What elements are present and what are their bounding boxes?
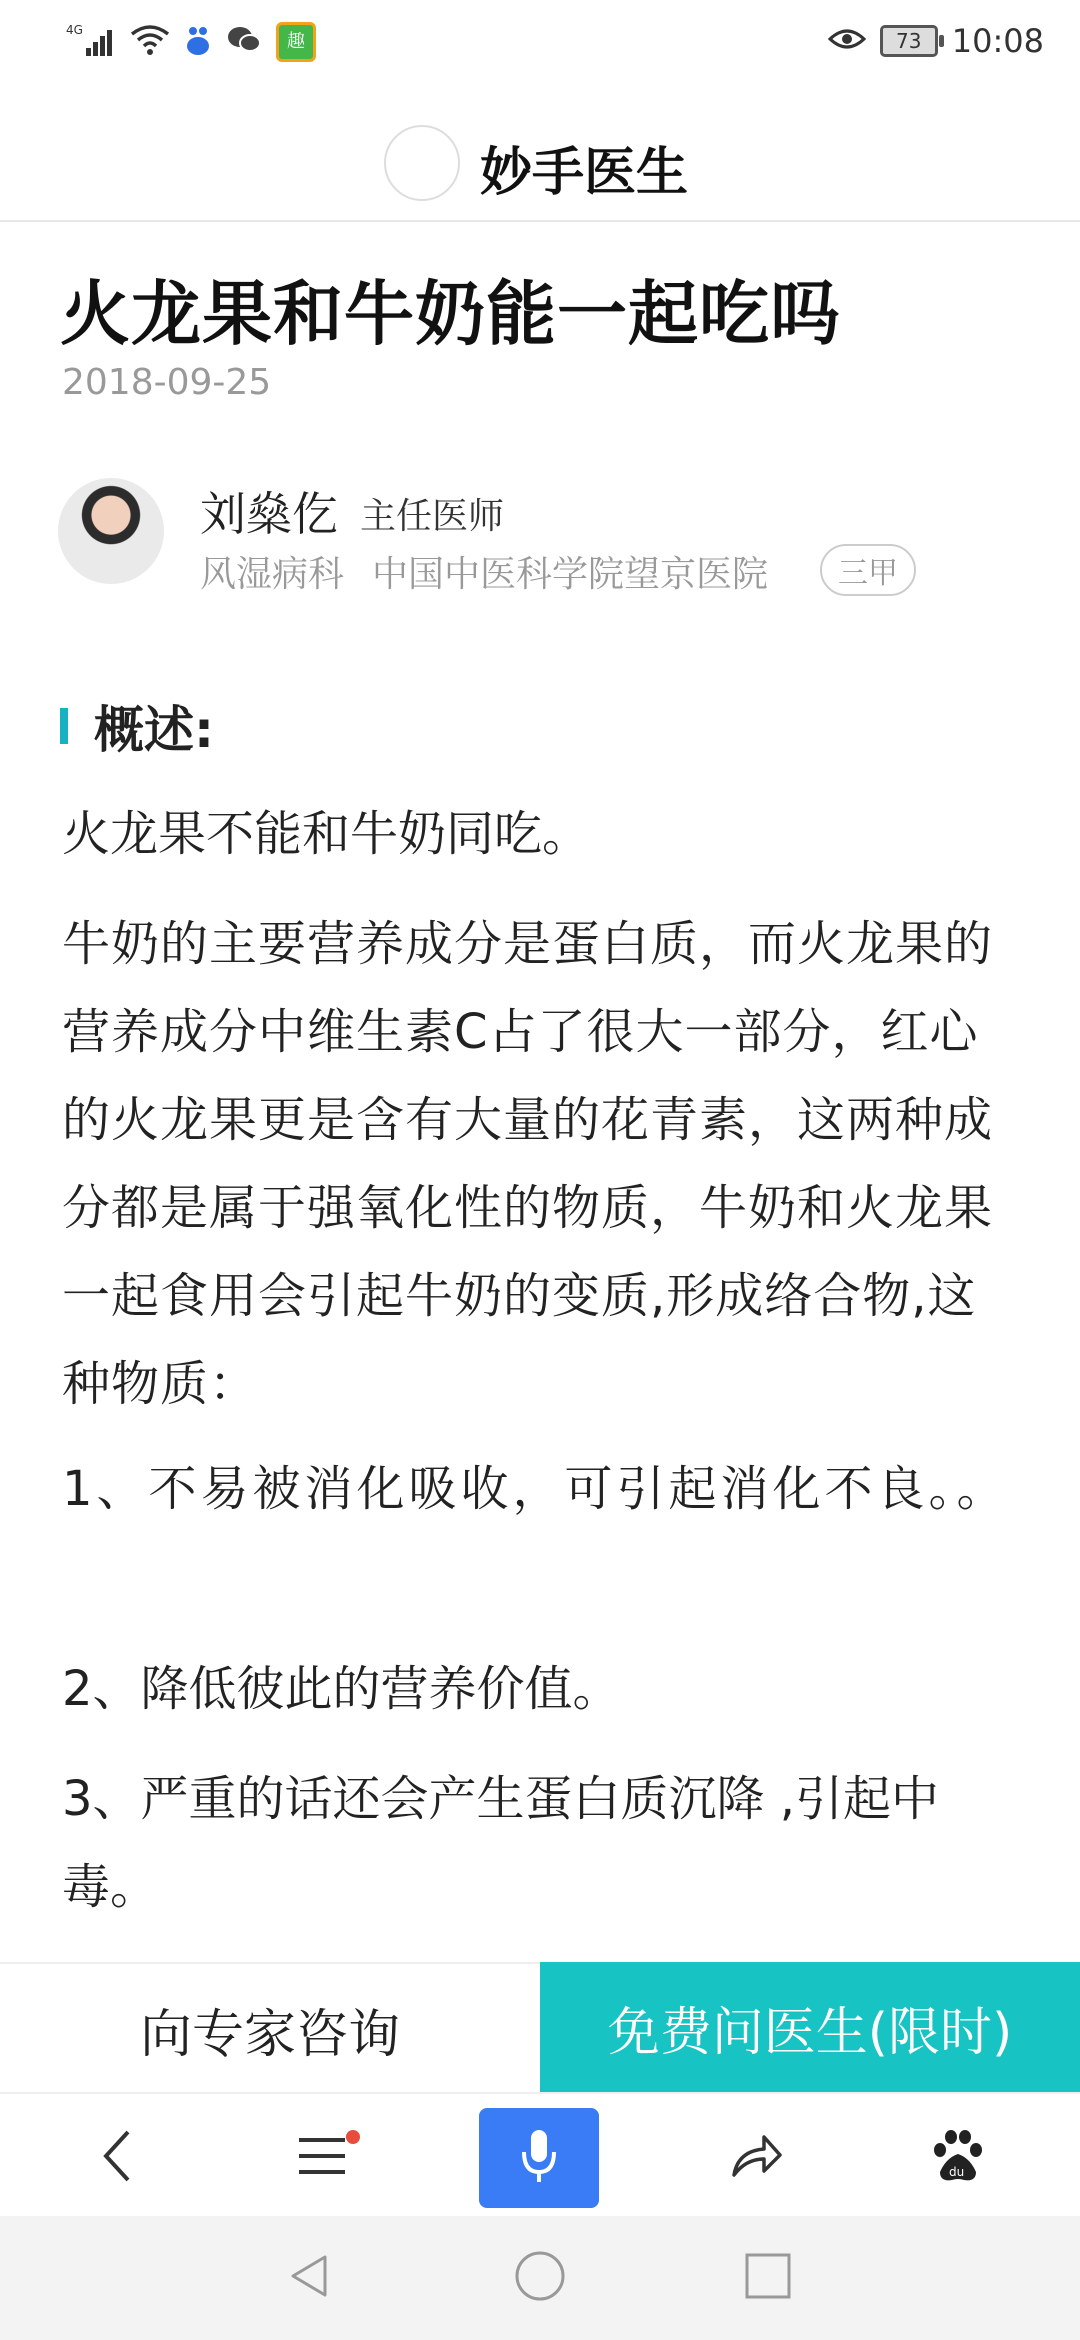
menu-button[interactable]	[262, 2108, 382, 2208]
cta-bar	[0, 1962, 1080, 2092]
doctor-title: 主任医师	[360, 496, 505, 537]
hospital-level-badge: 三甲	[820, 544, 916, 596]
section-label: 概述:	[94, 701, 214, 759]
nav-back-button[interactable]	[280, 2248, 340, 2308]
paragraph: 火龙果不能和牛奶同吃。	[62, 806, 591, 862]
svg-text:du: du	[949, 2165, 965, 2179]
paragraph: 牛奶的主要营养成分是蛋白质，而火龙果的营养成分中维生素C占了很大一部分，红心的火龙果更是含有大量的花青素，这两种成分都是属于强氧化性的物质，牛奶和火龙果一起食用会引起牛奶的变质,形成络合物,这种物质：	[62, 916, 994, 1412]
doctor-department: 风湿病科	[200, 554, 345, 595]
doctor-name: 刘燊仡	[200, 487, 338, 541]
voice-search-button[interactable]	[479, 2108, 599, 2208]
baidu-app-icon	[184, 24, 212, 60]
clock: 10:08	[951, 22, 1044, 60]
eye-comfort-icon	[828, 26, 866, 56]
browser-toolbar	[0, 2092, 1080, 2218]
status-icons-right	[828, 22, 1044, 60]
paragraph: 1、不易被消化吸收，可引起消化不良。。	[62, 1461, 1009, 1517]
author-card[interactable]	[58, 478, 1038, 608]
baidu-home-button[interactable]	[898, 2108, 1018, 2208]
battery-indicator: 73	[880, 25, 938, 57]
section-header	[60, 690, 214, 762]
nav-home-button[interactable]	[510, 2248, 570, 2308]
share-button[interactable]	[696, 2108, 816, 2208]
wifi-icon	[130, 24, 170, 60]
wechat-icon	[226, 25, 262, 59]
baidu-paw-icon	[930, 2128, 986, 2188]
nav-recents-button[interactable]	[738, 2248, 798, 2308]
network-type: 4G	[66, 23, 83, 37]
avatar[interactable]	[58, 478, 164, 584]
paragraph: 2、降低彼此的营养价值。	[62, 1661, 621, 1717]
game-app-icon: 趣	[276, 22, 316, 62]
nav-recents-icon	[743, 2251, 793, 2305]
status-bar	[0, 0, 1080, 90]
logo-icon	[384, 125, 460, 201]
mic-icon	[519, 2126, 559, 2190]
paragraph: 3、严重的话还会产生蛋白质沉降 ,引起中毒。	[62, 1771, 940, 1915]
section-accent-bar	[60, 708, 68, 744]
status-icons-left	[66, 22, 316, 62]
nav-home-icon	[513, 2249, 567, 2307]
free-ask-doctor-button[interactable]: 免费问医生(限时)	[540, 1962, 1080, 2092]
signal-icon	[66, 22, 116, 62]
consult-expert-button[interactable]: 向专家咨询	[0, 1962, 540, 2094]
brand-title: 妙手医生	[480, 143, 689, 203]
back-button[interactable]	[58, 2108, 178, 2208]
share-icon	[728, 2131, 784, 2185]
app-header	[0, 110, 1080, 222]
nav-back-icon	[285, 2251, 335, 2305]
article-date: 2018-09-25	[62, 362, 272, 403]
doctor-hospital: 中国中医科学院望京医院	[372, 554, 769, 595]
article-title: 火龙果和牛奶能一起吃吗	[60, 273, 841, 355]
back-icon	[98, 2128, 138, 2188]
notification-dot	[346, 2130, 360, 2144]
menu-icon	[297, 2134, 347, 2182]
system-navigation-bar	[0, 2216, 1080, 2340]
